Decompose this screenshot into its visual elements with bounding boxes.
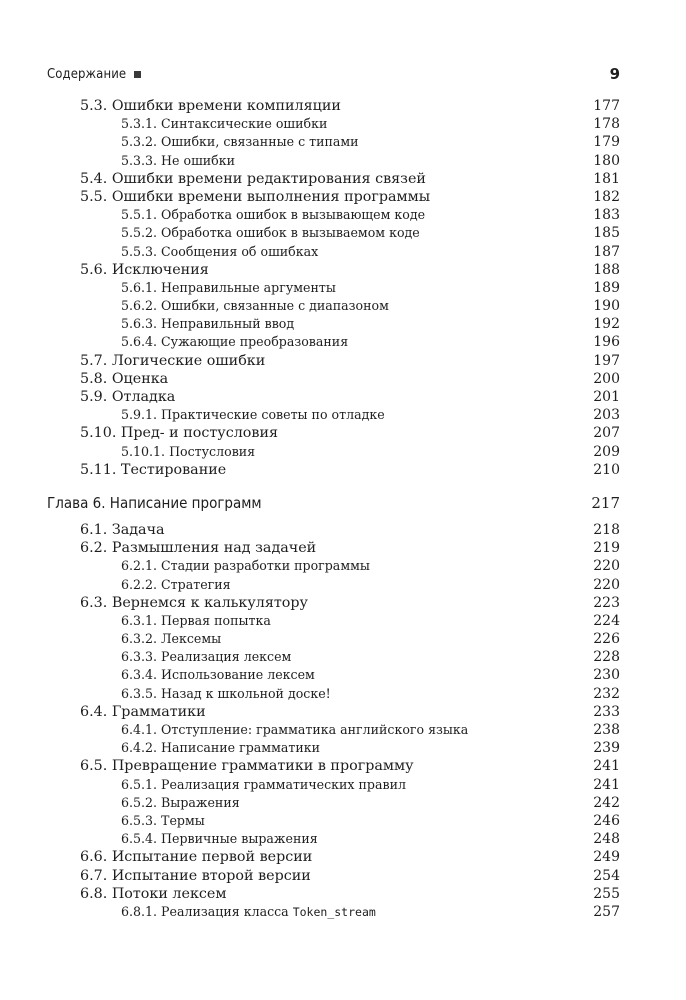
- toc-title-text: 6.3.4. Использование лексем: [121, 667, 315, 683]
- toc-entry-section: [47, 371, 620, 389]
- toc-title: [121, 298, 389, 313]
- toc-page-number: 201: [593, 389, 620, 405]
- toc-title-text: 5.8. Оценка: [80, 370, 169, 387]
- running-title: Содержание: [47, 66, 127, 82]
- toc-page-number: 217: [591, 493, 620, 512]
- toc-page-number: 248: [593, 831, 620, 848]
- toc-title: [80, 462, 226, 478]
- toc-title: [121, 225, 420, 240]
- toc-entry-section: [47, 462, 620, 480]
- toc-page-number: 249: [593, 849, 620, 866]
- toc-title-text: 6.6. Испытание первой версии: [80, 849, 313, 866]
- toc-title: [121, 577, 231, 592]
- toc-entry-subsection: [47, 558, 620, 576]
- toc-title: [121, 631, 221, 646]
- toc-title-text: 5.5.3. Сообщения об ошибках: [121, 243, 319, 259]
- toc-entry-subsection: [47, 280, 620, 298]
- toc-entry-section: [47, 886, 620, 904]
- toc-page-number: 224: [593, 612, 620, 629]
- toc-title-text: 5.4. Ошибки времени редактирования связей: [80, 170, 426, 187]
- toc-page-number: 219: [593, 540, 620, 557]
- toc-title-text: 6.5.3. Термы: [121, 812, 205, 828]
- toc-entry-subsection: [47, 444, 620, 462]
- toc-title-text: 5.10. Пред- и постусловия: [80, 425, 279, 442]
- toc-entry-section: [47, 353, 620, 371]
- toc-entry-section: [47, 98, 620, 116]
- toc-page-number: 179: [593, 134, 620, 151]
- toc-page-number: 257: [593, 903, 620, 920]
- toc-entry-subsection: [47, 649, 620, 667]
- toc-page-number: 220: [593, 558, 620, 575]
- toc-entry-subsection: [47, 207, 620, 225]
- toc-title-text: Глава 6. Написание программ: [47, 493, 262, 512]
- toc-page-number: 241: [593, 758, 620, 775]
- toc-title-text: 6.3.3. Реализация лексем: [121, 649, 292, 665]
- toc-title-text: 6.5.4. Первичные выражения: [121, 831, 318, 847]
- toc-entry-section: [47, 262, 620, 280]
- toc-title: [121, 777, 406, 792]
- toc-title-text: 5.6. Исключения: [80, 261, 209, 278]
- toc-entry-section: [47, 171, 620, 189]
- toc-title: [121, 667, 315, 682]
- toc-title-text: 5.5.2. Обработка ошибок в вызываемом коде: [121, 225, 420, 241]
- toc-title-text: 6.5.2. Выражения: [121, 794, 240, 810]
- toc-page-number: 246: [593, 812, 620, 829]
- toc-title: [121, 134, 359, 149]
- toc-title-text: 6.4. Грамматики: [80, 703, 206, 720]
- toc-title: [80, 353, 265, 369]
- toc-entry-section: [47, 389, 620, 407]
- toc-page-number: 188: [593, 261, 620, 278]
- toc-title: [121, 316, 294, 331]
- toc-page-number: 230: [593, 667, 620, 684]
- toc-entry-subsection: [47, 334, 620, 352]
- toc-title: [121, 280, 336, 295]
- toc-page-number: 183: [593, 207, 620, 224]
- toc-entry-subsection: [47, 225, 620, 243]
- toc-title: [121, 407, 385, 422]
- toc-title: [80, 425, 278, 441]
- toc-title: [121, 740, 320, 755]
- toc-page-number: 196: [593, 334, 620, 351]
- toc-title-text: 6.8. Потоки лексем: [80, 885, 227, 902]
- toc-title: [80, 704, 206, 720]
- toc-title: [80, 389, 175, 405]
- toc-title-text: 5.3.3. Не ошибки: [121, 152, 236, 168]
- toc-title: [80, 171, 426, 187]
- toc-page-number: 203: [593, 407, 620, 424]
- toc-title: [121, 649, 291, 664]
- toc-title: [80, 98, 341, 114]
- toc-title: [121, 244, 318, 259]
- toc-title-text: 5.9.1. Практические советы по отладке: [121, 407, 385, 423]
- toc-entry-subsection: [47, 298, 620, 316]
- toc-title-text: 5.3. Ошибки времени компиляции: [80, 98, 341, 114]
- toc-title-text: 5.6.4. Сужающие преобразования: [121, 334, 349, 350]
- toc-title-text: 5.7. Логические ошибки: [80, 352, 266, 369]
- toc-title-text: 5.6.2. Ошибки, связанные с диапазоном: [121, 298, 389, 314]
- toc-title: [121, 444, 255, 459]
- toc-entry-subsection: [47, 740, 620, 758]
- toc-title: [80, 262, 209, 278]
- toc-page-number: 181: [593, 170, 620, 187]
- toc-page-number: 182: [593, 188, 620, 205]
- toc-entry-subsection: [47, 667, 620, 685]
- toc-title-text: 5.6.1. Неправильные аргументы: [121, 279, 336, 295]
- toc-page-number: 228: [593, 649, 620, 666]
- toc-page-number: 241: [593, 776, 620, 793]
- toc-page-number: 232: [593, 685, 620, 702]
- toc-title-text: 6.4.1. Отступление: грамматика английского языка: [121, 722, 469, 737]
- toc-entry-subsection: [47, 407, 620, 425]
- toc-entry-subsection: [47, 831, 620, 849]
- toc-title-text: 6.3.2. Лексемы: [121, 631, 222, 647]
- toc-entry-subsection: [47, 134, 620, 152]
- toc-page-number: 210: [593, 461, 620, 478]
- running-head: [47, 67, 141, 82]
- toc-page-number: 255: [593, 885, 620, 902]
- page-header: [47, 60, 620, 88]
- toc-title-text: 5.6.3. Неправильный ввод: [121, 316, 295, 332]
- toc-title-text: 5.3.2. Ошибки, связанные с типами: [121, 134, 359, 150]
- toc-title-text: 6.3.5. Назад к школьной доске!: [121, 685, 331, 701]
- toc-entry-subsection: [47, 813, 620, 831]
- toc-title-text: 6.1. Задача: [80, 521, 165, 538]
- toc-entry-section: [47, 704, 620, 722]
- toc-entry-section: [47, 868, 620, 886]
- toc-title: [121, 153, 235, 168]
- toc-title: [121, 795, 240, 810]
- toc-title: [121, 334, 348, 349]
- toc-page-number: 226: [593, 631, 620, 648]
- toc-page-number: 178: [593, 116, 620, 133]
- toc-title: [121, 686, 331, 701]
- toc-title-text: 6.2.2. Стратегия: [121, 576, 231, 592]
- toc-page-number: 223: [593, 594, 620, 611]
- toc-page-number: 238: [593, 722, 620, 738]
- toc-entry-subsection: [47, 316, 620, 334]
- toc-entry-subsection: [47, 631, 620, 649]
- toc-entry-subsection: [47, 795, 620, 813]
- toc-entry-section: [47, 540, 620, 558]
- toc-entry-section: [47, 522, 620, 540]
- toc-entry-subsection: [47, 904, 620, 922]
- toc-entry-section: [47, 189, 620, 207]
- toc-entry-section: [47, 595, 620, 613]
- page-number: 9: [609, 65, 620, 83]
- toc-entry-subsection: [47, 153, 620, 171]
- toc-page-number: 197: [593, 352, 620, 369]
- toc-title-text: 6.8.1. Реализация класса: [121, 903, 293, 919]
- toc-title-text: 6.4.2. Написание грамматики: [121, 740, 321, 756]
- toc-title-text: 6.5. Превращение грамматики в программу: [80, 758, 414, 775]
- toc-title-text: 5.11. Тестирование: [80, 461, 227, 478]
- toc-title-text: 5.5.1. Обработка ошибок в вызывающем коде: [121, 207, 426, 223]
- table-of-contents: [47, 98, 620, 922]
- toc-title: [121, 813, 205, 828]
- toc-page-number: 207: [593, 425, 620, 442]
- toc-page-number: 200: [593, 370, 620, 387]
- toc-title: [121, 207, 425, 222]
- toc-title-code: Token_stream: [292, 904, 376, 919]
- toc-page-number: 189: [593, 279, 620, 296]
- toc-entry-subsection: [47, 722, 620, 740]
- toc-entry-subsection: [47, 686, 620, 704]
- toc-title: [121, 116, 327, 131]
- toc-title-text: 5.9. Отладка: [80, 389, 176, 405]
- toc-entry-section: [47, 849, 620, 867]
- toc-title: [80, 522, 165, 538]
- toc-entry-subsection: [47, 244, 620, 262]
- toc-title: [80, 189, 430, 205]
- toc-page-number: 187: [593, 243, 620, 260]
- toc-entry-subsection: [47, 613, 620, 631]
- toc-title-text: 6.7. Испытание второй версии: [80, 867, 311, 884]
- toc-title-text: 6.3.1. Первая попытка: [121, 612, 271, 628]
- toc-title-text: 6.5.1. Реализация грамматических правил: [121, 776, 406, 792]
- toc-page-number: 177: [593, 98, 620, 114]
- square-bullet-icon: [134, 71, 141, 78]
- toc-title: [80, 540, 316, 556]
- toc-entry-subsection: [47, 577, 620, 595]
- toc-page-number: 190: [593, 298, 620, 315]
- toc-page-number: 242: [593, 794, 620, 811]
- toc-title-text: 5.10.1. Постусловия: [121, 443, 256, 459]
- toc-page-number: 233: [593, 703, 620, 720]
- toc-title-text: 6.3. Вернемся к калькулятору: [80, 594, 308, 611]
- toc-page-number: 209: [593, 443, 620, 460]
- toc-page-number: 239: [593, 740, 620, 757]
- toc-title: [80, 868, 311, 884]
- toc-page-number: 254: [593, 867, 620, 884]
- toc-title: [121, 558, 370, 573]
- toc-title-text: 5.3.1. Синтаксические ошибки: [121, 116, 328, 132]
- toc-title: [121, 904, 376, 919]
- toc-title: [80, 371, 168, 387]
- toc-page-number: 185: [593, 225, 620, 242]
- toc-page-number: 218: [593, 521, 620, 538]
- toc-title: [121, 613, 271, 628]
- toc-page-number: 192: [593, 316, 620, 333]
- toc-title-text: 6.2.1. Стадии разработки программы: [121, 558, 370, 574]
- toc-entry-section: [47, 758, 620, 776]
- toc-title: [47, 494, 262, 512]
- toc-entry-section: [47, 425, 620, 443]
- toc-title: [121, 831, 318, 846]
- toc-entry-subsection: [47, 777, 620, 795]
- toc-entry-chapter: [47, 494, 620, 518]
- toc-title-text: 6.2. Размышления над задачей: [80, 540, 317, 557]
- toc-title-text: 5.5. Ошибки времени выполнения программы: [80, 188, 431, 205]
- toc-page-number: 220: [593, 576, 620, 593]
- toc-title: [80, 849, 312, 865]
- toc-page-number: 180: [593, 152, 620, 169]
- toc-title: [80, 758, 414, 774]
- toc-entry-subsection: [47, 116, 620, 134]
- toc-title: [80, 595, 308, 611]
- toc-title: [80, 886, 227, 902]
- toc-title: [121, 722, 468, 737]
